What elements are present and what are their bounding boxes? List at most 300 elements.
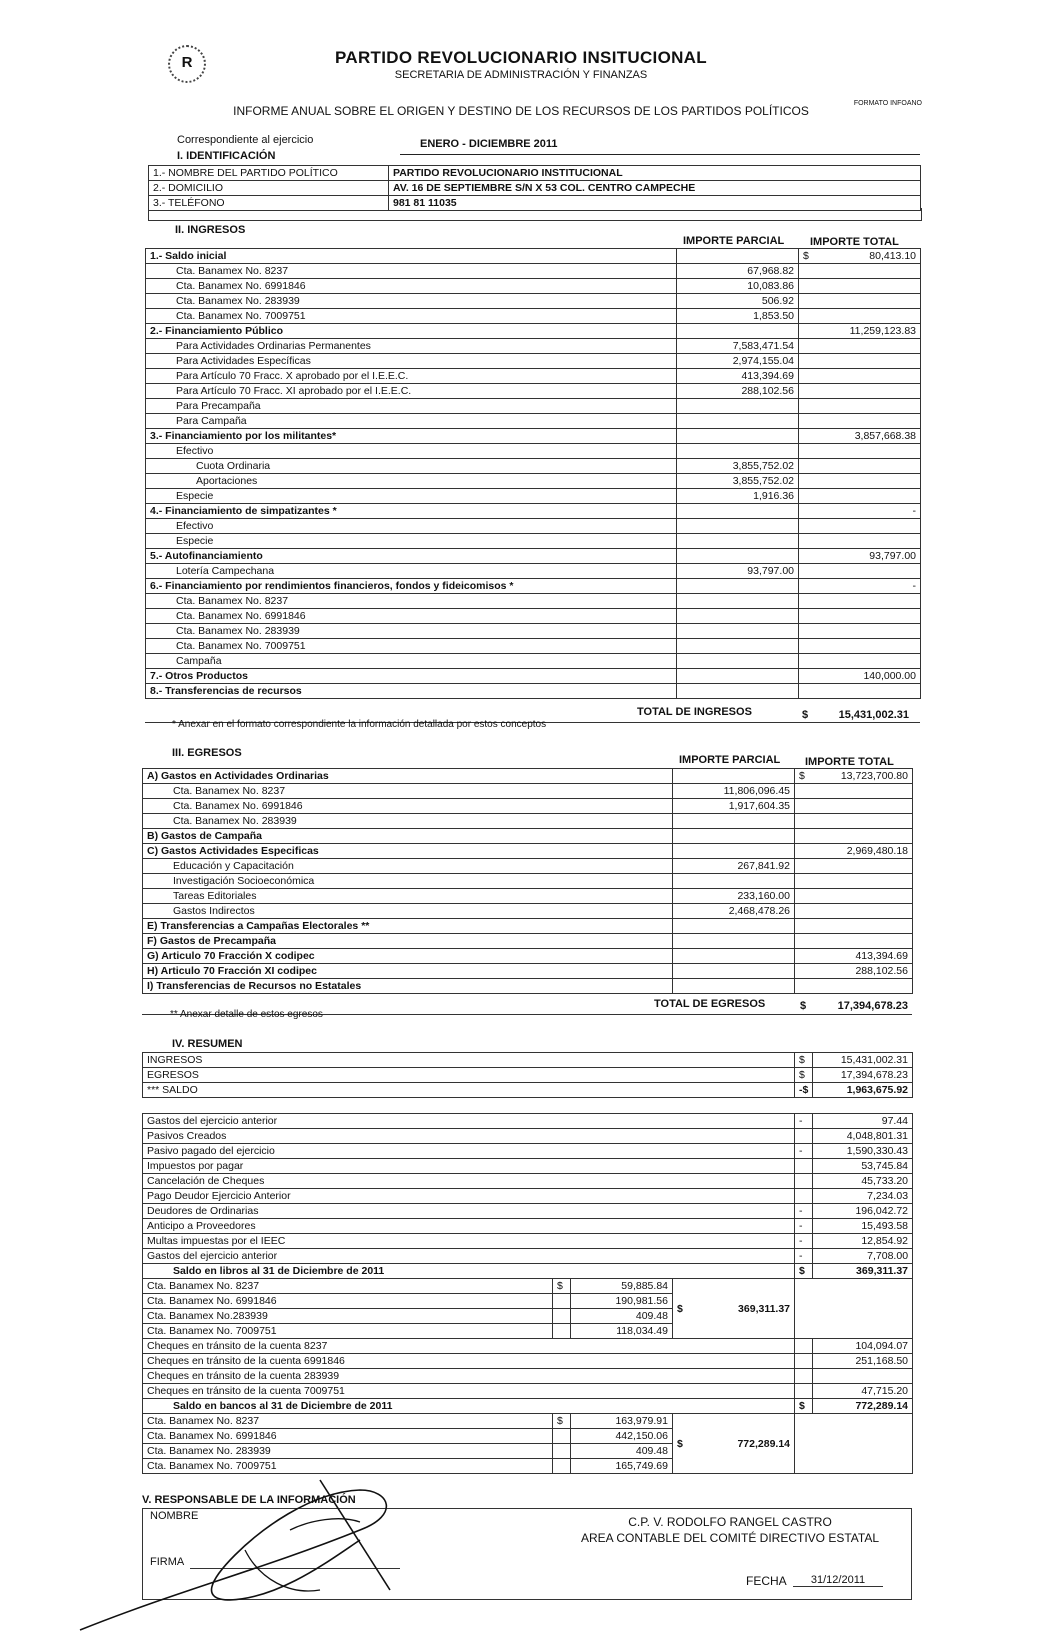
- ingresos-importe-total: [799, 339, 921, 354]
- ingresos-importe-parcial: [677, 444, 799, 459]
- egresos-concept: Gastos Indirectos: [143, 904, 673, 919]
- saldo-bancos-cuenta-currency: [553, 1459, 571, 1474]
- total-ingresos-currency: $: [802, 709, 809, 721]
- ingresos-concept: 7.- Otros Productos: [146, 669, 677, 684]
- saldo-bancos-cuenta-currency: [553, 1429, 571, 1444]
- ajuste-sign: -: [795, 1144, 813, 1159]
- egresos-row: [143, 799, 913, 814]
- saldo-libros-currency: $: [795, 1264, 813, 1279]
- egresos-row: [143, 904, 913, 919]
- ingresos-note: * Anexar en el formato correspondiente la información detallada por estos conceptos: [172, 719, 547, 730]
- saldo-bancos-total: 772,289.14: [813, 1399, 913, 1414]
- ingresos-concept: Especie: [146, 534, 677, 549]
- ingresos-importe-parcial: [677, 519, 799, 534]
- ingresos-row: [146, 279, 921, 294]
- identificacion-label: 1.- NOMBRE DEL PARTIDO POLÍTICO: [149, 166, 389, 181]
- ingresos-concept: Cta. Banamex No. 283939: [146, 294, 677, 309]
- identificacion-label: 3.- TELÉFONO: [149, 196, 389, 211]
- saldo-libros-cuenta-label: Cta. Banamex No.283939: [143, 1309, 553, 1324]
- ingresos-row: [146, 534, 921, 549]
- ingresos-importe-parcial: [677, 579, 799, 594]
- egresos-row: [143, 919, 913, 934]
- ingresos-concept: Para Artículo 70 Fracc. XI aprobado por el I.E.E.C.: [146, 384, 677, 399]
- ingresos-row: [146, 339, 921, 354]
- egresos-importe-parcial: 1,917,604.35: [673, 799, 795, 814]
- ingresos-importe-total: [799, 624, 921, 639]
- ajuste-sign: [795, 1174, 813, 1189]
- ingresos-row: [146, 609, 921, 624]
- saldo-bancos-cuenta-currency: $: [553, 1414, 571, 1429]
- ingresos-importe-total: [799, 579, 921, 594]
- egresos-title: III. EGRESOS: [172, 747, 242, 759]
- ingresos-concept: Cta. Banamex No. 7009751: [146, 309, 677, 324]
- ingresos-row: [146, 294, 921, 309]
- ingresos-importe-parcial: [677, 249, 799, 264]
- cheques-transito-label: Cheques en tránsito de la cuenta 7009751: [143, 1384, 795, 1399]
- egresos-importe-parcial: 267,841.92: [673, 859, 795, 874]
- ingresos-concept: Cta. Banamex No. 7009751: [146, 639, 677, 654]
- ingresos-importe-total: [799, 294, 921, 309]
- saldo-libros-cuenta-value: 59,885.84: [571, 1279, 673, 1294]
- egresos-importe-total: [795, 829, 913, 844]
- ingresos-concept: Campaña: [146, 654, 677, 669]
- ajuste-sign: -: [795, 1114, 813, 1129]
- ingresos-row: [146, 414, 921, 429]
- egresos-importe-parcial: 11,806,096.45: [673, 784, 795, 799]
- egresos-table: [142, 768, 913, 994]
- ingresos-importe-total: [799, 639, 921, 654]
- egresos-importe-parcial: 2,468,478.26: [673, 904, 795, 919]
- resumen-value: 17,394,678.23: [813, 1068, 913, 1083]
- ajuste-label: Anticipo a Proveedores: [143, 1219, 795, 1234]
- saldo-libros-title: Saldo en libros al 31 de Diciembre de 2011: [143, 1264, 795, 1279]
- egresos-importe-total: [795, 814, 913, 829]
- ajuste-label: Pasivo pagado del ejercicio: [143, 1144, 795, 1159]
- ingresos-importe-parcial: [677, 534, 799, 549]
- ingresos-concept: Cta. Banamex No. 8237: [146, 264, 677, 279]
- nombre-label: NOMBRE: [150, 1510, 199, 1522]
- handwritten-signature: [60, 1470, 480, 1640]
- saldo-libros-group-currency: $: [677, 1302, 683, 1315]
- ingresos-importe-parcial: [677, 639, 799, 654]
- saldo-libros-cuenta-currency: [553, 1309, 571, 1324]
- ingresos-col-parcial: IMPORTE PARCIAL: [683, 235, 785, 247]
- ingresos-importe-parcial: 67,968.82: [677, 264, 799, 279]
- saldo-libros-group: [673, 1279, 795, 1339]
- ingresos-importe-total: [799, 279, 921, 294]
- ingresos-concept: Especie: [146, 489, 677, 504]
- egresos-concept: C) Gastos Actividades Especificas: [143, 844, 673, 859]
- ingresos-concept: Lotería Campechana: [146, 564, 677, 579]
- ingresos-importe-total: [799, 549, 921, 564]
- saldo-libros-empty: [795, 1279, 913, 1339]
- ingresos-importe-parcial: 10,083.86: [677, 279, 799, 294]
- saldo-bancos-cuenta-value: 442,150.06: [571, 1429, 673, 1444]
- ingresos-row: [146, 459, 921, 474]
- saldo-libros-header: [143, 1264, 913, 1279]
- ingresos-concept: Efectivo: [146, 519, 677, 534]
- ingresos-concept: Cta. Banamex No. 6991846: [146, 609, 677, 624]
- identificacion-row: [149, 166, 921, 181]
- total-egresos-label: TOTAL DE EGRESOS: [654, 998, 766, 1010]
- identificacion-table: [148, 165, 921, 211]
- ingresos-importe-total: [799, 504, 921, 519]
- ingresos-concept: 6.- Financiamiento por rendimientos financieros, fondos y fideicomisos *: [146, 579, 677, 594]
- egresos-concept: F) Gastos de Precampaña: [143, 934, 673, 949]
- ajuste-value: 12,854.92: [813, 1234, 913, 1249]
- ingresos-row: [146, 369, 921, 384]
- resumen-table: [142, 1052, 913, 1098]
- identificacion-footer: [148, 208, 922, 221]
- ingresos-row: [146, 549, 921, 564]
- ingresos-importe-total: [799, 564, 921, 579]
- ingresos-total-value: 3,857,668.38: [854, 430, 916, 442]
- saldo-bancos-cuenta-value: 163,979.91: [571, 1414, 673, 1429]
- cheques-transito-row: [143, 1384, 913, 1399]
- ingresos-row: [146, 324, 921, 339]
- saldo-libros-cuenta-label: Cta. Banamex No. 8237: [143, 1279, 553, 1294]
- cheques-transito-row: [143, 1339, 913, 1354]
- ingresos-importe-total: [799, 264, 921, 279]
- ingresos-concept: Cuota Ordinaria: [146, 459, 677, 474]
- ingresos-row: [146, 489, 921, 504]
- ingresos-total-value: 140,000.00: [863, 670, 916, 682]
- egresos-row: [143, 934, 913, 949]
- egresos-importe-parcial: [673, 844, 795, 859]
- ingresos-importe-total: [799, 474, 921, 489]
- saldo-libros-cuenta-label: Cta. Banamex No. 7009751: [143, 1324, 553, 1339]
- ingresos-importe-parcial: 413,394.69: [677, 369, 799, 384]
- ajuste-value: 7,708.00: [813, 1249, 913, 1264]
- saldo-libros-group-total: 369,311.37: [738, 1302, 791, 1315]
- ingresos-row: [146, 309, 921, 324]
- ingresos-row: [146, 639, 921, 654]
- ingresos-row: [146, 564, 921, 579]
- cheques-transito-label: Cheques en tránsito de la cuenta 8237: [143, 1339, 795, 1354]
- ingresos-importe-total: [799, 609, 921, 624]
- ingresos-concept: Para Campaña: [146, 414, 677, 429]
- saldo-libros-cuenta-currency: $: [553, 1279, 571, 1294]
- saldo-bancos-empty: [795, 1414, 913, 1474]
- ingresos-row: [146, 519, 921, 534]
- resumen-row: [143, 1068, 913, 1083]
- ajuste-sign: -: [795, 1219, 813, 1234]
- ajuste-value: 53,745.84: [813, 1159, 913, 1174]
- ingresos-importe-parcial: [677, 399, 799, 414]
- identificacion-label: 2.- DOMICILIO: [149, 181, 389, 196]
- ajuste-row: [143, 1144, 913, 1159]
- ingresos-importe-total: [799, 684, 921, 699]
- ingresos-importe-parcial: [677, 504, 799, 519]
- ingresos-row: [146, 624, 921, 639]
- ajuste-label: Deudores de Ordinarias: [143, 1204, 795, 1219]
- egresos-importe-total: [795, 934, 913, 949]
- ingresos-row: [146, 594, 921, 609]
- identificacion-value: 981 81 11035: [389, 196, 921, 211]
- fecha-value: 31/12/2011: [793, 1574, 883, 1587]
- total-ingresos-value: 15,431,002.31: [838, 709, 909, 721]
- saldo-bancos-cuenta-currency: [553, 1444, 571, 1459]
- ajuste-label: Impuestos por pagar: [143, 1159, 795, 1174]
- saldo-bancos-group-currency: $: [677, 1437, 683, 1450]
- egresos-importe-parcial: 233,160.00: [673, 889, 795, 904]
- ingresos-importe-total: [799, 669, 921, 684]
- ingresos-importe-parcial: [677, 429, 799, 444]
- cheques-transito-label: Cheques en tránsito de la cuenta 6991846: [143, 1354, 795, 1369]
- ajuste-sign: [795, 1189, 813, 1204]
- ingresos-importe-total: [799, 534, 921, 549]
- saldo-libros-total: 369,311.37: [813, 1264, 913, 1279]
- egresos-row: [143, 949, 913, 964]
- saldo-bancos-header: [143, 1399, 913, 1414]
- egresos-total-value: 2,969,480.18: [846, 845, 908, 857]
- ingresos-importe-parcial: 93,797.00: [677, 564, 799, 579]
- ajuste-sign: -: [795, 1234, 813, 1249]
- ingresos-importe-total: [799, 309, 921, 324]
- ingresos-importe-total: [799, 489, 921, 504]
- ingresos-importe-parcial: [677, 549, 799, 564]
- ingresos-importe-parcial: 1,853.50: [677, 309, 799, 324]
- ingresos-importe-total: [799, 384, 921, 399]
- egresos-importe-parcial: [673, 919, 795, 934]
- egresos-row: [143, 814, 913, 829]
- identificacion-row: [149, 181, 921, 196]
- ingresos-row: [146, 579, 921, 594]
- ingresos-importe-total: [799, 249, 921, 264]
- egresos-importe-total: [795, 964, 913, 979]
- ajuste-row: [143, 1129, 913, 1144]
- saldo-libros-cuenta-value: 190,981.56: [571, 1294, 673, 1309]
- egresos-row: [143, 769, 913, 784]
- ingresos-row: [146, 249, 921, 264]
- ingresos-concept: 4.- Financiamiento de simpatizantes *: [146, 504, 677, 519]
- ajuste-value: 15,493.58: [813, 1219, 913, 1234]
- ajuste-value: 45,733.20: [813, 1174, 913, 1189]
- saldo-bancos-cuenta-label: Cta. Banamex No. 8237: [143, 1414, 553, 1429]
- saldo-bancos-currency: $: [795, 1399, 813, 1414]
- ingresos-row: [146, 654, 921, 669]
- resumen-label: INGRESOS: [143, 1053, 795, 1068]
- ingresos-importe-parcial: 2,974,155.04: [677, 354, 799, 369]
- ingresos-row: [146, 474, 921, 489]
- ingresos-importe-total: [799, 354, 921, 369]
- egresos-currency: $: [799, 770, 805, 782]
- egresos-concept: I) Transferencias de Recursos no Estatales: [143, 979, 673, 994]
- ingresos-importe-parcial: 3,855,752.02: [677, 459, 799, 474]
- egresos-col-parcial: IMPORTE PARCIAL: [679, 754, 781, 766]
- ingresos-concept: 8.- Transferencias de recursos: [146, 684, 677, 699]
- ingresos-concept: Para Actividades Específicas: [146, 354, 677, 369]
- egresos-importe-total: [795, 949, 913, 964]
- egresos-row: [143, 964, 913, 979]
- egresos-concept: A) Gastos en Actividades Ordinarias: [143, 769, 673, 784]
- fecha-label: FECHA: [746, 1574, 787, 1588]
- egresos-importe-parcial: [673, 829, 795, 844]
- ingresos-total-value: -: [912, 505, 916, 517]
- cheques-transito-row: [143, 1354, 913, 1369]
- ajuste-label: Gastos del ejercicio anterior: [143, 1114, 795, 1129]
- egresos-row: [143, 784, 913, 799]
- ajuste-row: [143, 1159, 913, 1174]
- ajuste-row: [143, 1219, 913, 1234]
- resumen-label: EGRESOS: [143, 1068, 795, 1083]
- egresos-concept: H) Articulo 70 Fracción XI codipec: [143, 964, 673, 979]
- report-title: INFORME ANUAL SOBRE EL ORIGEN Y DESTINO DE LOS RECURSOS DE LOS PARTIDOS POLÍTICOS: [233, 104, 809, 118]
- ajuste-label: Gastos del ejercicio anterior: [143, 1249, 795, 1264]
- saldo-bancos-group-total: 772,289.14: [737, 1437, 791, 1450]
- ajuste-label: Pasivos Creados: [143, 1129, 795, 1144]
- egresos-importe-parcial: [673, 769, 795, 784]
- egresos-row: [143, 859, 913, 874]
- egresos-total-value: 288,102.56: [855, 965, 908, 977]
- department-subtitle: SECRETARIA DE ADMINISTRACIÓN Y FINANZAS: [394, 69, 648, 81]
- egresos-row: [143, 844, 913, 859]
- ingresos-importe-parcial: 288,102.56: [677, 384, 799, 399]
- ingresos-concept: 5.- Autofinanciamiento: [146, 549, 677, 564]
- saldo-libros-cuenta-value: 409.48: [571, 1309, 673, 1324]
- ajuste-label: Cancelación de Cheques: [143, 1174, 795, 1189]
- saldo-bancos-cuenta-label: Cta. Banamex No. 6991846: [143, 1429, 553, 1444]
- ingresos-total-value: 11,259,123.83: [849, 325, 916, 337]
- ejercicio-label: Correspondiente al ejercicio: [177, 134, 314, 146]
- identificacion-title: I. IDENTIFICACIÓN: [177, 150, 276, 162]
- egresos-importe-total: [795, 784, 913, 799]
- ajuste-sign: -: [795, 1204, 813, 1219]
- ajuste-value: 4,048,801.31: [813, 1129, 913, 1144]
- cheques-transito-value: 251,168.50: [813, 1354, 913, 1369]
- cheques-transito-sign: [795, 1384, 813, 1399]
- egresos-concept: Educación y Capacitación: [143, 859, 673, 874]
- ingresos-importe-parcial: [677, 609, 799, 624]
- ingresos-importe-parcial: 1,916.36: [677, 489, 799, 504]
- ingresos-concept: Para Precampaña: [146, 399, 677, 414]
- resumen-currency: $: [795, 1053, 813, 1068]
- egresos-importe-total: [795, 904, 913, 919]
- egresos-importe-total: [795, 799, 913, 814]
- ajuste-row: [143, 1249, 913, 1264]
- egresos-importe-total: [795, 919, 913, 934]
- ingresos-row: [146, 264, 921, 279]
- resumen-title: IV. RESUMEN: [172, 1038, 243, 1050]
- ingresos-importe-total: [799, 519, 921, 534]
- cheques-transito-value: 104,094.07: [813, 1339, 913, 1354]
- ajuste-sign: -: [795, 1249, 813, 1264]
- saldo-libros-cuenta-label: Cta. Banamex No. 6991846: [143, 1294, 553, 1309]
- ingresos-concept: Efectivo: [146, 444, 677, 459]
- ingresos-importe-parcial: [677, 669, 799, 684]
- ingresos-importe-total: [799, 654, 921, 669]
- ajuste-row: [143, 1204, 913, 1219]
- cheques-transito-value: 47,715.20: [813, 1384, 913, 1399]
- ingresos-concept: Cta. Banamex No. 283939: [146, 624, 677, 639]
- egresos-row: [143, 874, 913, 889]
- ingresos-importe-total: [799, 414, 921, 429]
- ingresos-concept: Cta. Banamex No. 6991846: [146, 279, 677, 294]
- ingresos-row: [146, 384, 921, 399]
- ajuste-row: [143, 1114, 913, 1129]
- ajuste-row: [143, 1189, 913, 1204]
- egresos-concept: Cta. Banamex No. 6991846: [143, 799, 673, 814]
- resumen-value: 15,431,002.31: [813, 1053, 913, 1068]
- party-title: PARTIDO REVOLUCIONARIO INSITUCIONAL: [335, 48, 707, 67]
- ingresos-importe-parcial: [677, 624, 799, 639]
- ajuste-sign: [795, 1129, 813, 1144]
- egresos-row: [143, 889, 913, 904]
- egresos-total-value: 413,394.69: [855, 950, 908, 962]
- egresos-row: [143, 979, 913, 994]
- ingresos-row: [146, 669, 921, 684]
- saldo-bancos-cuenta-row: [143, 1414, 913, 1429]
- ingresos-concept: Para Artículo 70 Fracc. X aprobado por el I.E.E.C.: [146, 369, 677, 384]
- responsable-area: AREA CONTABLE DEL COMITÉ DIRECTIVO ESTATAL: [580, 1531, 880, 1545]
- egresos-note: ** Anexar detalle de estos egresos: [170, 1009, 323, 1020]
- total-ingresos-label: TOTAL DE INGRESOS: [637, 706, 752, 718]
- ingresos-concept: Para Actividades Ordinarias Permanentes: [146, 339, 677, 354]
- egresos-importe-total: [795, 844, 913, 859]
- saldo-bancos-cuenta-value: 165,749.69: [571, 1459, 673, 1474]
- egresos-importe-total: [795, 889, 913, 904]
- ingresos-currency: $: [803, 250, 809, 262]
- ingresos-row: [146, 429, 921, 444]
- saldo-libros-cuenta-row: [143, 1279, 913, 1294]
- ingresos-importe-parcial: 3,855,752.02: [677, 474, 799, 489]
- egresos-importe-parcial: [673, 814, 795, 829]
- ingresos-importe-total: [799, 369, 921, 384]
- saldo-bancos-group: [673, 1414, 795, 1474]
- egresos-concept: Tareas Editoriales: [143, 889, 673, 904]
- party-logo: R: [168, 45, 206, 83]
- format-code: FORMATO INFOANO: [853, 100, 922, 107]
- egresos-concept: E) Transferencias a Campañas Electorales **: [143, 919, 673, 934]
- ingresos-total-value: 80,413.10: [869, 250, 916, 262]
- egresos-importe-total: [795, 859, 913, 874]
- ingresos-col-total: IMPORTE TOTAL: [810, 236, 899, 248]
- egresos-importe-total: [795, 769, 913, 784]
- ingresos-row: [146, 354, 921, 369]
- egresos-concept: Cta. Banamex No. 8237: [143, 784, 673, 799]
- ingresos-importe-parcial: 7,583,471.54: [677, 339, 799, 354]
- ingresos-concept: Cta. Banamex No. 8237: [146, 594, 677, 609]
- ingresos-importe-parcial: [677, 594, 799, 609]
- ingresos-table: [145, 248, 921, 699]
- ingresos-row: [146, 504, 921, 519]
- egresos-importe-total: [795, 874, 913, 889]
- ingresos-importe-total: [799, 429, 921, 444]
- cheques-transito-sign: [795, 1369, 813, 1384]
- egresos-concept: Cta. Banamex No. 283939: [143, 814, 673, 829]
- saldo-libros-cuenta-value: 118,034.49: [571, 1324, 673, 1339]
- ajuste-value: 7,234.03: [813, 1189, 913, 1204]
- egresos-row: [143, 829, 913, 844]
- egresos-concept: Investigación Socioeconómica: [143, 874, 673, 889]
- ingresos-importe-parcial: 506.92: [677, 294, 799, 309]
- identificacion-value: AV. 16 DE SEPTIEMBRE S/N X 53 COL. CENTRO CAMPECHE: [389, 181, 921, 196]
- ingresos-importe-total: [799, 594, 921, 609]
- cheques-transito-row: [143, 1369, 913, 1384]
- egresos-importe-parcial: [673, 979, 795, 994]
- resumen-row: [143, 1083, 913, 1098]
- ingresos-importe-parcial: [677, 684, 799, 699]
- saldo-bancos-cuenta-label: Cta. Banamex No. 7009751: [143, 1459, 553, 1474]
- ingresos-importe-parcial: [677, 414, 799, 429]
- ingresos-concept: 2.- Financiamiento Público: [146, 324, 677, 339]
- egresos-importe-parcial: [673, 934, 795, 949]
- ingresos-importe-parcial: [677, 654, 799, 669]
- saldo-libros-cuenta-currency: [553, 1324, 571, 1339]
- egresos-importe-parcial: [673, 874, 795, 889]
- ajuste-value: 196,042.72: [813, 1204, 913, 1219]
- egresos-total-value: 13,723,700.80: [840, 770, 908, 782]
